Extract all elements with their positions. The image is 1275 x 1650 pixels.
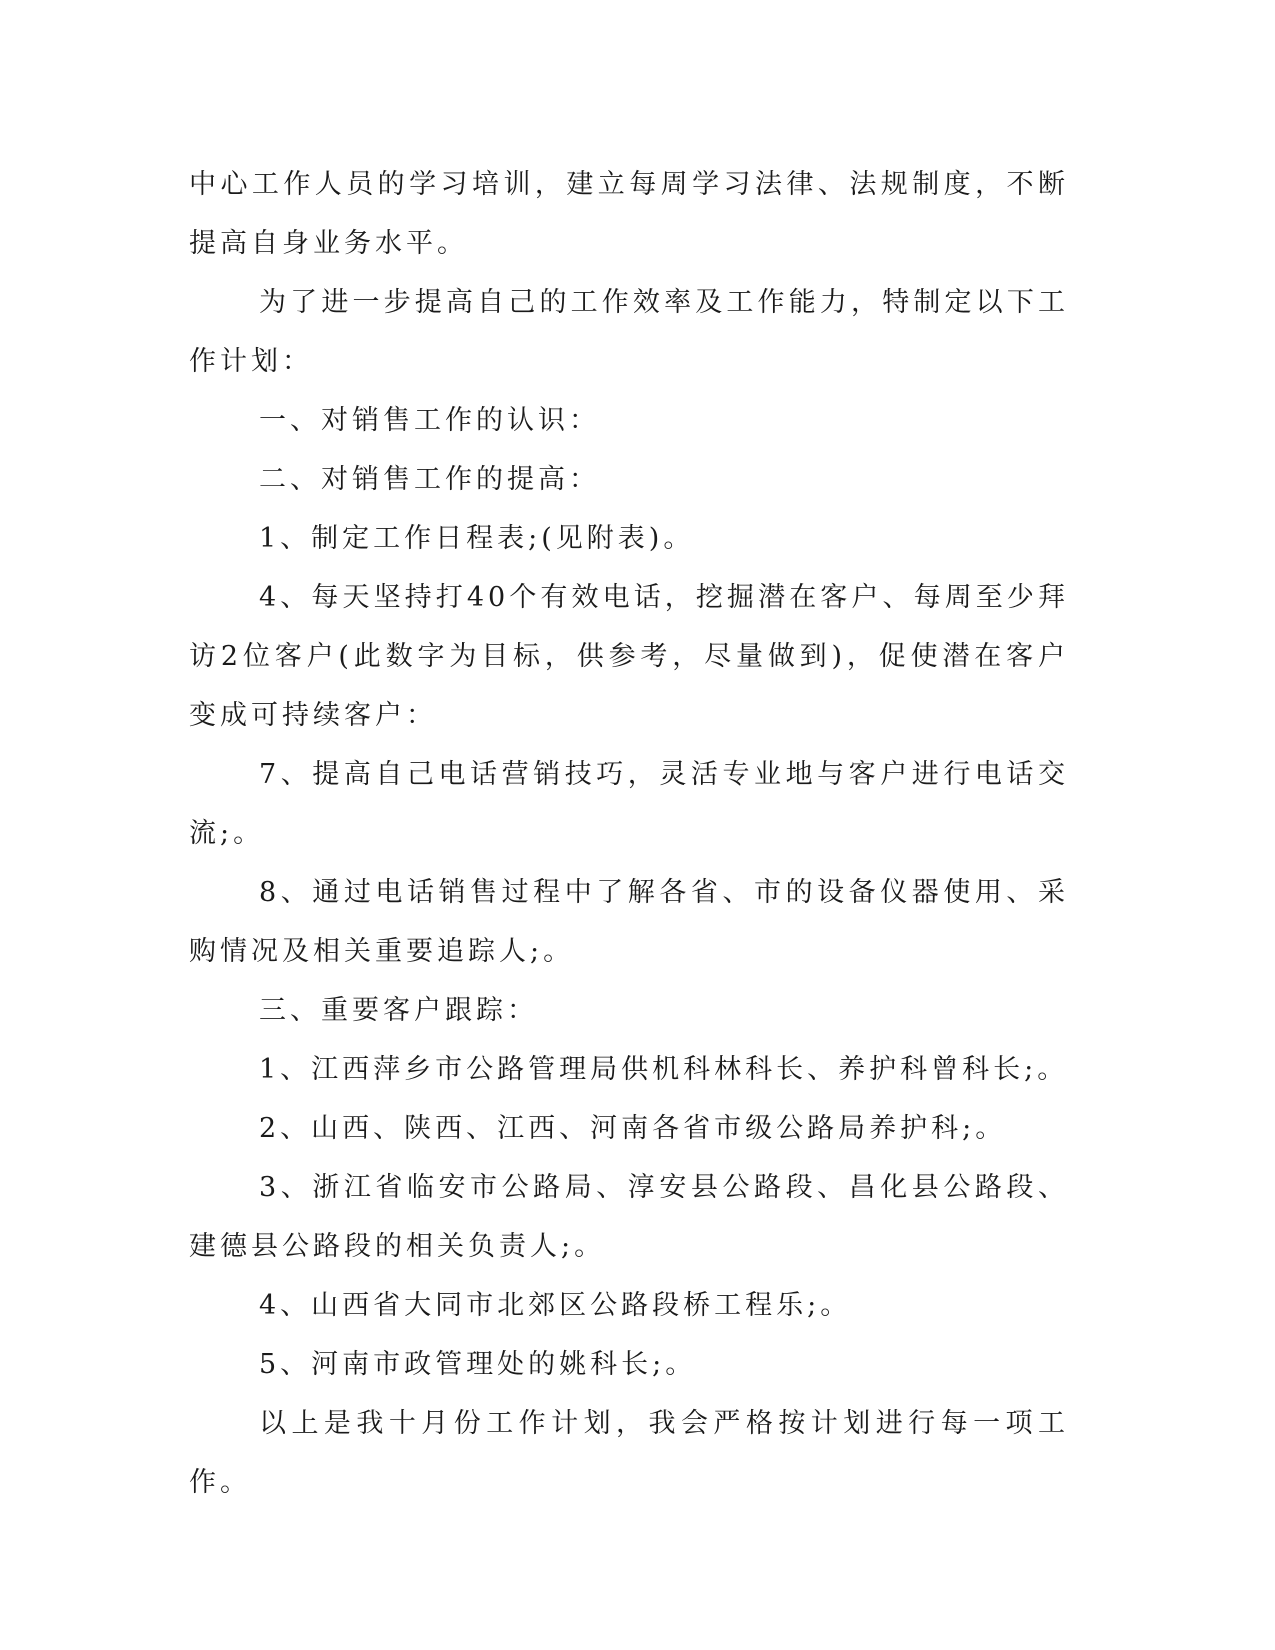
list-item: 2、山西、陕西、江西、河南各省市级公路局养护科;。 bbox=[259, 1113, 1007, 1144]
section-heading: 一、对销售工作的认识： bbox=[259, 405, 600, 436]
paragraph: 为了进一步提高自己的工作效率及工作能力，特制定以下工作计划： bbox=[189, 287, 1069, 377]
section-heading: 二、对销售工作的提高： bbox=[259, 464, 600, 495]
list-item: 3、浙江省临安市公路局、淳安县公路段、昌化县公路段、建德县公路段的相关负责人;。 bbox=[189, 1172, 1069, 1262]
list-item: 4、每天坚持打40个有效电话，挖掘潜在客户、每周至少拜访2位客户(此数字为目标，供参考，尽量做到)，促使潜在客户变成可持续客户： bbox=[189, 582, 1069, 731]
section-heading: 三、重要客户跟踪： bbox=[259, 995, 538, 1026]
closing-paragraph: 以上是我十月份工作计划，我会严格按计划进行每一项工作。 bbox=[189, 1408, 1069, 1498]
list-item: 5、河南市政管理处的姚科长;。 bbox=[259, 1349, 697, 1380]
paragraph: 中心工作人员的学习培训，建立每周学习法律、法规制度，不断提高自身业务水平。 bbox=[189, 169, 1069, 259]
list-item: 1、江西萍乡市公路管理局供机科林科长、养护科曾科长;。 bbox=[259, 1054, 1069, 1085]
list-item: 8、通过电话销售过程中了解各省、市的设备仪器使用、采购情况及相关重要追踪人;。 bbox=[189, 877, 1069, 967]
list-item: 1、制定工作日程表;(见附表)。 bbox=[259, 523, 695, 554]
list-item: 7、提高自己电话营销技巧，灵活专业地与客户进行电话交流;。 bbox=[189, 759, 1069, 849]
document-body bbox=[189, 155, 1069, 1512]
list-item: 4、山西省大同市北郊区公路段桥工程乐;。 bbox=[259, 1290, 852, 1321]
